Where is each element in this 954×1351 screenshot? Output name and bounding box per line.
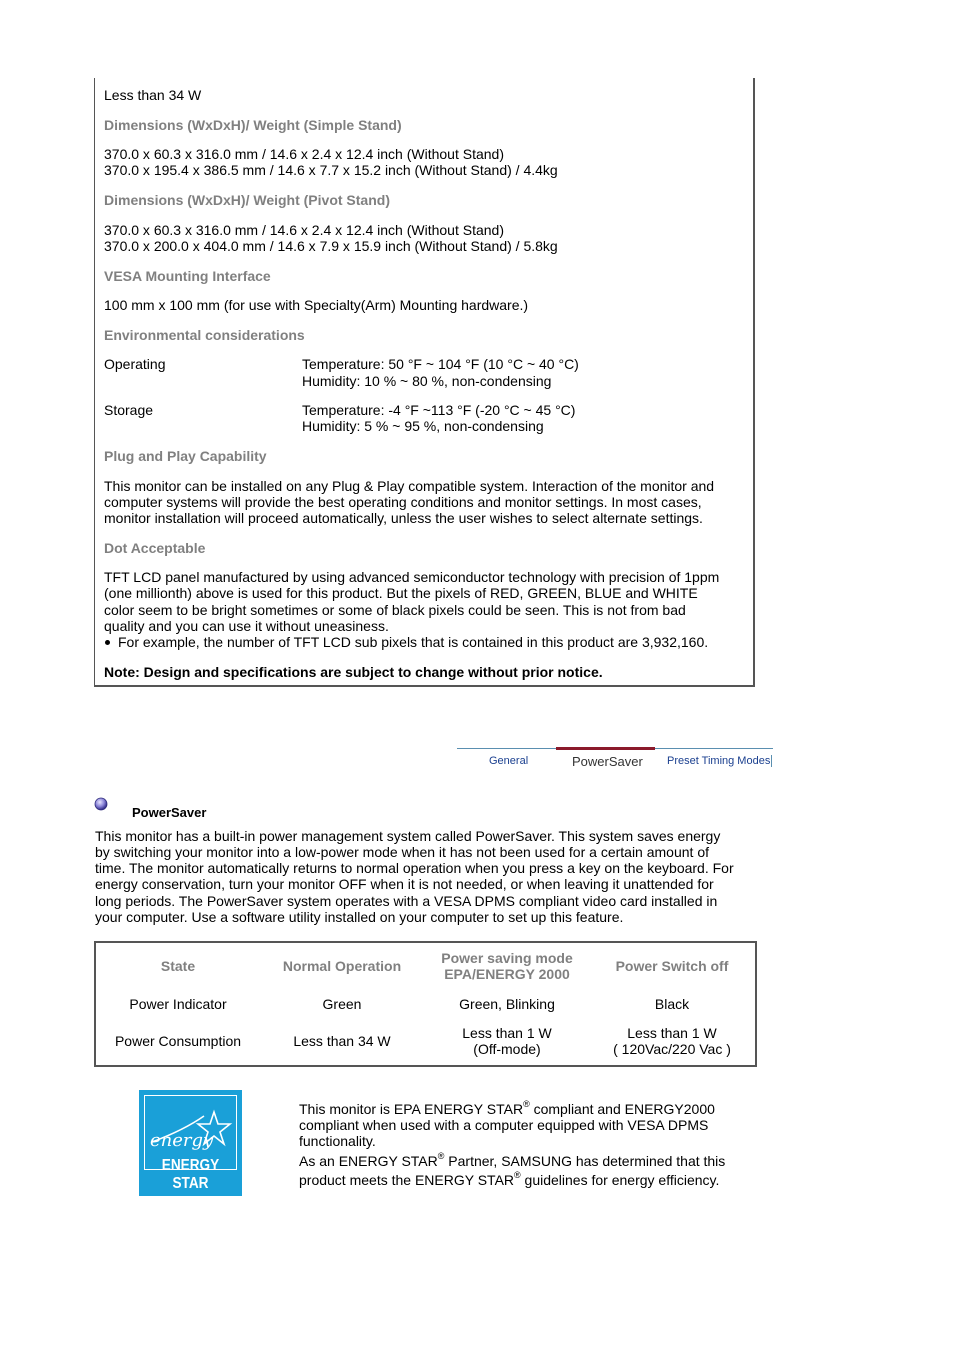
- storage-label: Storage: [104, 402, 154, 418]
- dot-line1: TFT LCD panel manufactured by using advanced semiconductor technology with precision of 1ppm: [104, 569, 720, 585]
- cell-power-consumption: Power Consumption: [114, 1033, 242, 1049]
- tab-underline-powersaver: [556, 747, 655, 750]
- tab-underline-timing: [655, 748, 773, 749]
- dims-simple-line1: 370.0 x 60.3 x 316.0 mm / 14.6 x 2.4 x 12.4 inch (Without Stand): [104, 146, 504, 162]
- registered-mark: ®: [523, 1099, 530, 1110]
- tab-bar: [457, 748, 773, 772]
- pnp-line3: monitor installation will proceed automatically, unless the user wishes to select alternate settings.: [104, 510, 703, 526]
- th-state: State: [160, 958, 196, 974]
- cell-consumption-off: Less than 1 W: [627, 1025, 717, 1041]
- powersaver-intro-line1: This monitor has a built-in power management system called PowerSaver. This system saves energy: [95, 828, 721, 844]
- th-power-saving-mode: Power saving mode: [441, 950, 573, 966]
- storage-humidity: Humidity: 5 % ~ 95 %, non-condensing: [302, 418, 544, 434]
- cell-indicator-saving: Green, Blinking: [459, 996, 555, 1012]
- cell-consumption-saving-note: (Off-mode): [473, 1041, 541, 1057]
- vesa-heading: VESA Mounting Interface: [104, 268, 271, 284]
- tab-general[interactable]: General: [489, 755, 529, 767]
- pnp-line1: This monitor can be installed on any Plug & Play compatible system. Interaction of the monitor and: [104, 478, 715, 494]
- registered-mark: ®: [437, 1151, 445, 1162]
- registered-mark: ®: [514, 1170, 521, 1181]
- th-power-switch-off: Power Switch off: [615, 958, 729, 974]
- dot-heading: Dot Acceptable: [104, 540, 206, 556]
- tab-underline-general: [457, 748, 556, 749]
- powersaver-intro-line3: time. The monitor automatically returns to normal operation when you press a key on the keyboard. For: [95, 860, 734, 876]
- energy-text-part: product meets the ENERGY STAR: [299, 1172, 515, 1188]
- energy-text-part: This monitor is EPA ENERGY STAR: [299, 1101, 524, 1117]
- energy-para1-line1: [299, 1101, 715, 1117]
- dot-line4: quality and you can use it without uneasiness.: [104, 618, 389, 634]
- storage-temperature: Temperature: -4 °F ~113 °F (-20 °C ~ 45 °C): [302, 402, 576, 418]
- th-normal-operation: Normal Operation: [282, 958, 402, 974]
- operating-label: Operating: [104, 356, 166, 372]
- tab-preset-timing-modes[interactable]: Preset Timing Modes: [667, 755, 771, 767]
- energy-para1-line2: compliant when used with a computer equipped with VESA DPMS: [299, 1117, 709, 1133]
- dims-pivot-heading: Dimensions (WxDxH)/ Weight (Pivot Stand): [104, 192, 390, 208]
- energy-star-logo: [139, 1090, 242, 1196]
- energy-para1-line3: functionality.: [299, 1133, 376, 1149]
- powersaver-intro-line5: long periods. The PowerSaver system operates with a VESA DPMS compliant video card installed in: [95, 893, 718, 909]
- energy-text-part: compliant and ENERGY2000: [529, 1101, 715, 1117]
- powersaver-title: PowerSaver: [132, 805, 207, 820]
- dot-bullet-text: For example, the number of TFT LCD sub pixels that is contained in this product are 3,932,160.: [118, 634, 709, 650]
- dims-pivot-line1: 370.0 x 60.3 x 316.0 mm / 14.6 x 2.4 x 12.4 inch (Without Stand): [104, 222, 504, 238]
- energy-text-part: Partner, SAMSUNG has determined that this: [444, 1153, 726, 1169]
- th-epa-energy: EPA/ENERGY 2000: [444, 966, 570, 982]
- energy-star-label: ENERGY STAR: [161, 1157, 220, 1192]
- operating-humidity: Humidity: 10 % ~ 80 %, non-condensing: [302, 373, 552, 389]
- energy-para2-line1: [299, 1153, 725, 1169]
- operating-temperature: Temperature: 50 °F ~ 104 °F (10 °C ~ 40 °C): [302, 356, 579, 372]
- tab-powersaver[interactable]: PowerSaver: [572, 754, 643, 769]
- dims-simple-heading: Dimensions (WxDxH)/ Weight (Simple Stand): [104, 117, 402, 133]
- vesa-text: 100 mm x 100 mm (for use with Specialty(Arm) Mounting hardware.): [104, 297, 529, 313]
- bullet-dot: [105, 640, 110, 645]
- tab-divider: [771, 755, 772, 767]
- pnp-line2: computer systems will provide the best operating conditions and monitor settings. In most cases,: [104, 494, 702, 510]
- cell-indicator-normal: Green: [322, 996, 362, 1012]
- energy-text-part: guidelines for energy efficiency.: [520, 1172, 720, 1188]
- powersaver-intro-line4: energy conservation, turn your monitor OFF when it is not needed, or when leaving it unattended for: [95, 876, 714, 892]
- bullet-orb-icon: [94, 797, 108, 811]
- power-consumption-value: Less than 34 W: [104, 87, 202, 103]
- env-heading: Environmental considerations: [104, 327, 305, 343]
- cell-indicator-off: Black: [654, 996, 690, 1012]
- cell-consumption-saving: Less than 1 W: [462, 1025, 552, 1041]
- cell-power-indicator: Power Indicator: [129, 996, 227, 1012]
- energy-script-text: energy: [150, 1130, 214, 1151]
- dims-pivot-line2: 370.0 x 200.0 x 404.0 mm / 14.6 x 7.9 x 15.9 inch (Without Stand) / 5.8kg: [104, 238, 558, 254]
- energy-star-swoosh-icon: [144, 1108, 237, 1158]
- dot-line3: color seem to be bright sometimes or some of black pixels could be seen. This is not from bad: [104, 602, 686, 618]
- dot-line2: (one millionth) above is used for this product. But the pixels of RED, GREEN, BLUE and WHITE: [104, 585, 698, 601]
- energy-text-part: As an ENERGY STAR: [299, 1153, 438, 1169]
- cell-consumption-off-note: ( 120Vac/220 Vac ): [613, 1041, 731, 1057]
- dims-simple-line2: 370.0 x 195.4 x 386.5 mm / 14.6 x 7.7 x 15.2 inch (Without Stand) / 4.4kg: [104, 162, 558, 178]
- design-note: Note: Design and specifications are subject to change without prior notice.: [104, 664, 603, 680]
- pnp-heading: Plug and Play Capability: [104, 448, 267, 464]
- powersaver-intro-line6: your computer. Use a software utility installed on your computer to set up this feature.: [95, 909, 624, 925]
- energy-para2-line2: [299, 1172, 719, 1188]
- cell-consumption-normal: Less than 34 W: [293, 1033, 391, 1049]
- powersaver-intro-line2: by switching your monitor into a low-power mode when it has not been used for a certain amount of: [95, 844, 709, 860]
